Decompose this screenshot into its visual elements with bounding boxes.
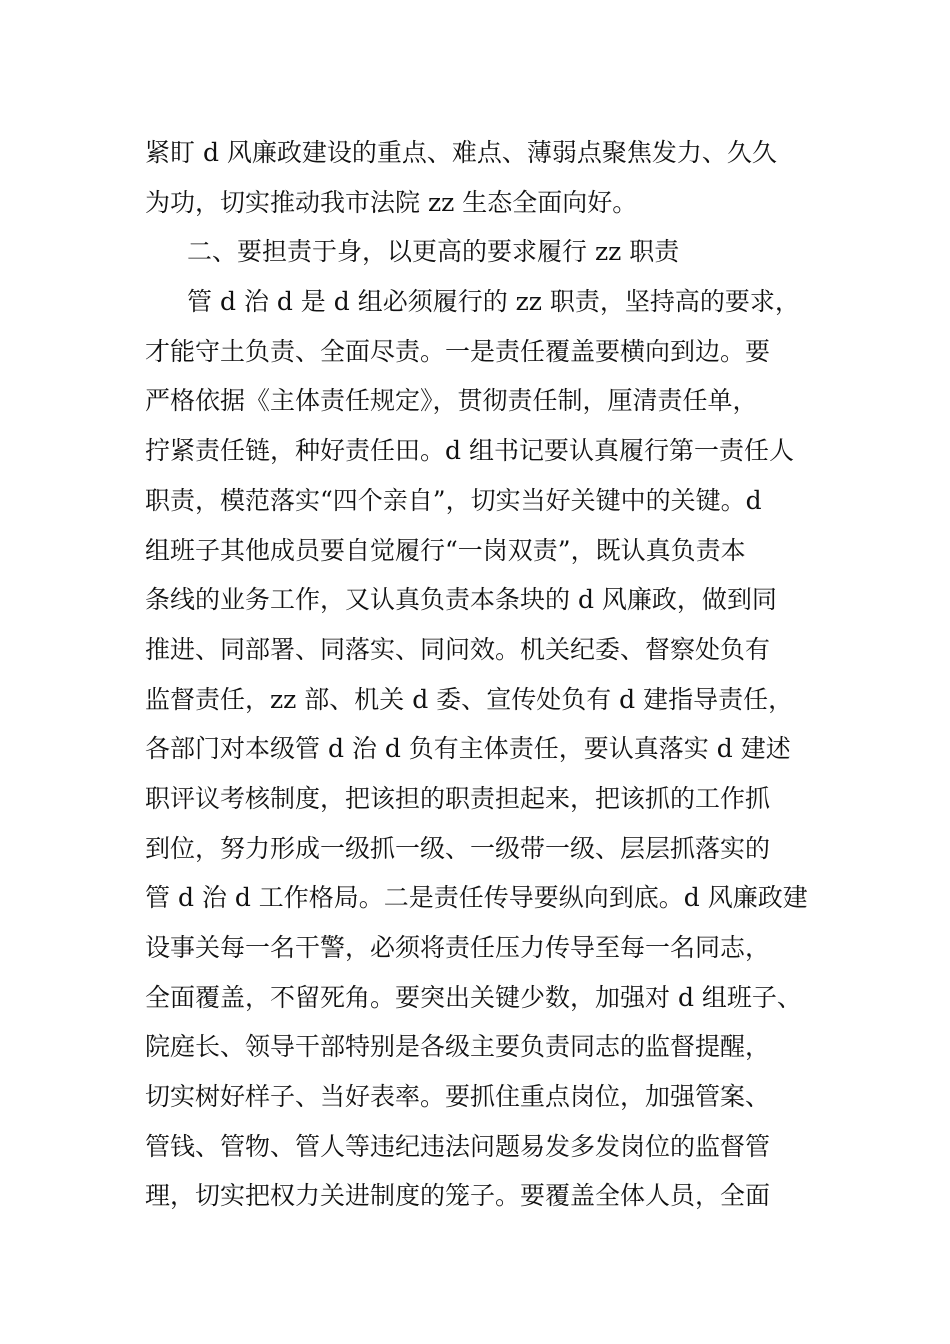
paragraph-line: 理，切实把权力关进制度的笼子。要覆盖全体人员，全面 [145,1181,771,1211]
section-heading: 二、要担责于身，以更高的要求履行 zz 职责 [187,237,680,267]
paragraph-line: 拧紧责任链，种好责任田。d 组书记要认真履行第一责任人 [145,436,794,466]
paragraph-line: 管 d 治 d 工作格局。二是责任传导要纵向到底。d 风廉政建 [145,883,808,913]
paragraph-line: 为功，切实推动我市法院 zz 生态全面向好。 [145,187,638,217]
paragraph-line: 推进、同部署、同落实、同问效。机关纪委、督察处负有 [145,634,771,664]
paragraph-line: 到位，努力形成一级抓一级、一级带一级、层层抓落实的 [145,833,771,863]
paragraph-line: 职评议考核制度，把该担的职责担起来，把该抓的工作抓 [145,783,771,813]
paragraph-line: 紧盯 d 风廉政建设的重点、难点、薄弱点聚焦发力、久久 [145,138,777,167]
paragraph-line: 切实树好样子、当好表率。要抓住重点岗位，加强管案、 [145,1082,771,1112]
paragraph-line: 管 d 治 d 是 d 组必须履行的 zz 职责，坚持高的要求， [187,287,800,317]
paragraph-line: 条线的业务工作，又认真负责本条块的 d 风廉政，做到同 [145,585,777,615]
paragraph-line: 院庭长、领导干部特别是各级主要负责同志的监督提醒， [145,1032,771,1062]
paragraph-line: 才能守土负责、全面尽责。一是责任覆盖要横向到边。要 [145,336,771,366]
paragraph-line: 组班子其他成员要自觉履行“一岗双责”，既认真负责本 [145,535,746,565]
body-text [145,128,845,1221]
paragraph-line: 设事关每一名干警，必须将责任压力传导至每一名同志， [145,933,771,962]
paragraph-line: 各部门对本级管 d 治 d 负有主体责任，要认真落实 d 建述 [145,734,791,764]
paragraph-line: 严格依据《主体责任规定》，贯彻责任制，厘清责任单， [145,386,758,416]
paragraph-line: 管钱、管物、管人等违纪违法问题易发多发岗位的监督管 [145,1131,771,1161]
paragraph-line: 职责，模范落实“四个亲自”，切实当好关键中的关键。d [145,485,762,515]
paragraph-line: 全面覆盖，不留死角。要突出关键少数，加强对 d 组班子、 [145,982,802,1012]
paragraph-line: 监督责任，zz 部、机关 d 委、宣传处负有 d 建指导责任， [145,684,794,714]
